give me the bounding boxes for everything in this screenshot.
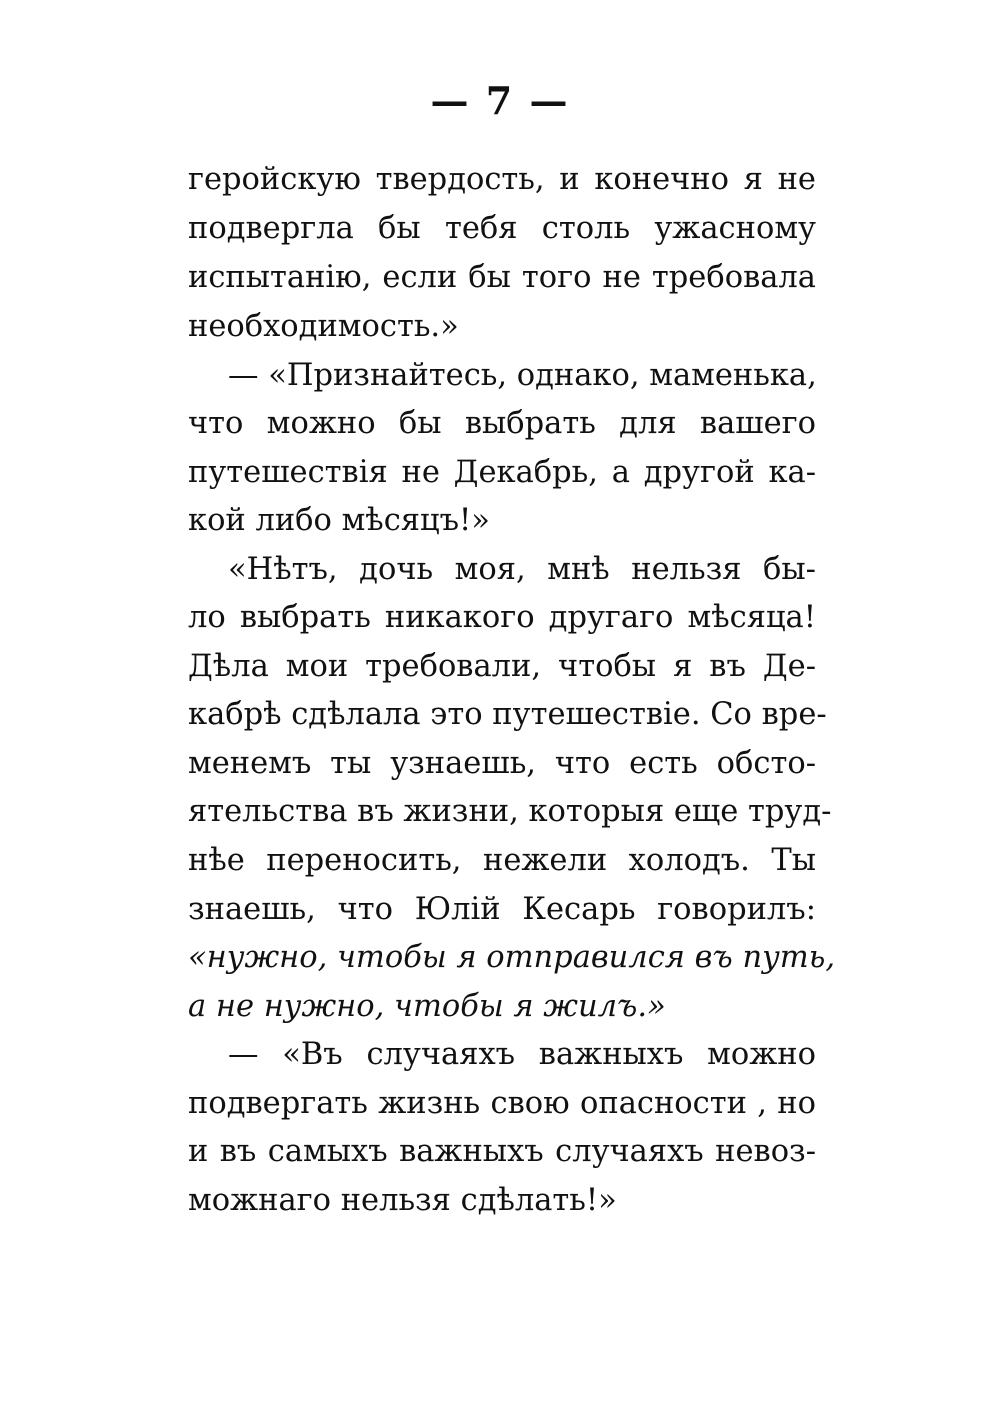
text-line: ятельства въ жизни, которыя еще труд- — [188, 794, 832, 829]
text-line: и въ самыхъ важныхъ случаяхъ невоз- — [188, 1134, 816, 1169]
text-line: испытанію, если бы того не требовала — [188, 260, 816, 295]
text-line: — «Признайтесь, однако, маменька, — [228, 358, 817, 393]
text-line: а не нужно, чтобы я жилъ.» — [188, 989, 666, 1024]
text-line: нѣе переносить, нежели холодъ. Ты — [188, 843, 816, 878]
text-line: «нужно, чтобы я отправился въ путь, — [188, 940, 836, 975]
text-line: можнаго нельзя сдѣлать!» — [188, 1183, 617, 1218]
text-line: знаешь, что Юлій Кесарь говорилъ: — [188, 892, 816, 927]
text-line: — «Въ случаяхъ важныхъ можно — [228, 1037, 816, 1072]
text-line: подвергла бы тебя столь ужасному — [188, 211, 816, 246]
text-line: необходимость.» — [188, 309, 459, 344]
text-line: кой либо мѣсяцъ!» — [188, 503, 490, 538]
text-line: «Нѣтъ, дочь моя, мнѣ нельзя бы- — [228, 552, 816, 587]
text-line: ло выбрать никакого другаго мѣсяца! — [188, 600, 816, 635]
text-line: Дѣла мои требовали, чтобы я въ Де- — [188, 649, 816, 684]
text-line: кабрѣ сдѣлала это путешествіе. Со вре- — [188, 697, 827, 732]
text-line: что можно бы выбрать для вашего — [188, 406, 816, 441]
text-line: путешествія не Декабрь, а другой ка- — [188, 455, 816, 490]
text-line: геройскую твердость, и конечно я не — [188, 162, 816, 197]
text-line: подвергать жизнь свою опасности , но — [188, 1086, 816, 1121]
page-number: — 7 — — [430, 78, 570, 123]
text-line: менемъ ты узнаешь, что есть обсто- — [188, 746, 816, 781]
